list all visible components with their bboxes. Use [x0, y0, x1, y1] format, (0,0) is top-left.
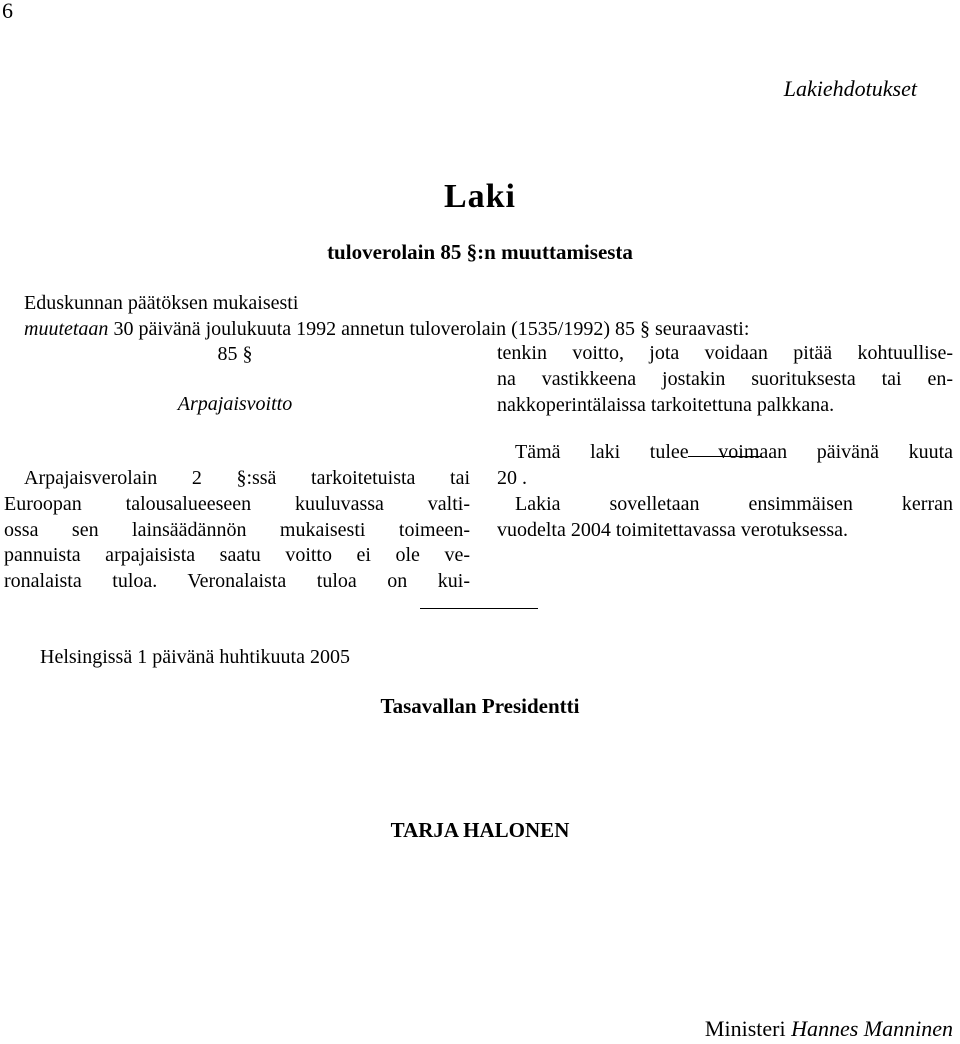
place-and-date: Helsingissä 1 päivänä huhtikuuta 2005 — [40, 646, 350, 668]
right-line: na vastikkeena jostakin suorituksesta tai en- — [497, 367, 953, 390]
page-number: 6 — [2, 0, 13, 23]
right-line: nakkoperintälaissa tarkoitettuna palkkana. — [497, 393, 835, 416]
entry-into-force-year: 20 . — [497, 467, 527, 490]
entry-into-force-line: Tämä laki tulee voimaan päivänä kuuta — [515, 441, 953, 464]
signatory-office: Tasavallan Presidentti — [380, 694, 580, 718]
section-number: 85 § — [217, 343, 253, 365]
signatory-name: TARJA HALONEN — [390, 818, 570, 842]
section-divider — [688, 456, 762, 457]
preamble-line-1: Eduskunnan päätöksen mukaisesti — [24, 292, 299, 314]
left-line: ossa sen lainsäädännön mukaisesti toimeen- — [4, 518, 470, 541]
preamble-verb: muutetaan — [24, 318, 109, 340]
minister-name: Hannes Manninen — [791, 1016, 953, 1041]
right-line: tenkin voitto, jota voidaan pitää kohtuullise- — [497, 342, 953, 364]
minister-title: Ministeri — [704, 1016, 786, 1041]
left-line: Arpajaisverolain 2 §:ssä tarkoitetuista tai — [24, 467, 470, 489]
preamble-line-2-rest: 30 päivänä joulukuuta 1992 annetun tuloverolain (1535/1992) 85 § seuraavasti: — [108, 318, 750, 340]
law-subtitle: tuloverolain 85 §:n muuttamisesta — [327, 240, 633, 264]
left-line: Euroopan talousalueeseen kuuluvassa valti- — [4, 492, 470, 515]
application-line-2: vuodelta 2004 toimitettavassa verotuksessa. — [497, 518, 849, 541]
right-column-text — [497, 341, 953, 544]
law-title: Laki — [443, 178, 517, 215]
left-column-text — [4, 466, 470, 595]
text-end-divider — [420, 608, 538, 609]
section-heading: Arpajaisvoitto — [177, 393, 293, 415]
preamble-line-2 — [24, 316, 749, 342]
preamble — [24, 290, 749, 342]
left-line: pannuista arpajaisista saatu voitto ei ole ve- — [4, 544, 470, 567]
series-header: Lakiehdotukset — [783, 76, 917, 101]
countersignature — [705, 1016, 953, 1042]
application-line: Lakia sovelletaan ensimmäisen kerran — [515, 492, 953, 515]
left-line: ronalaista tuloa. Veronalaista tuloa on kui- — [4, 570, 470, 593]
